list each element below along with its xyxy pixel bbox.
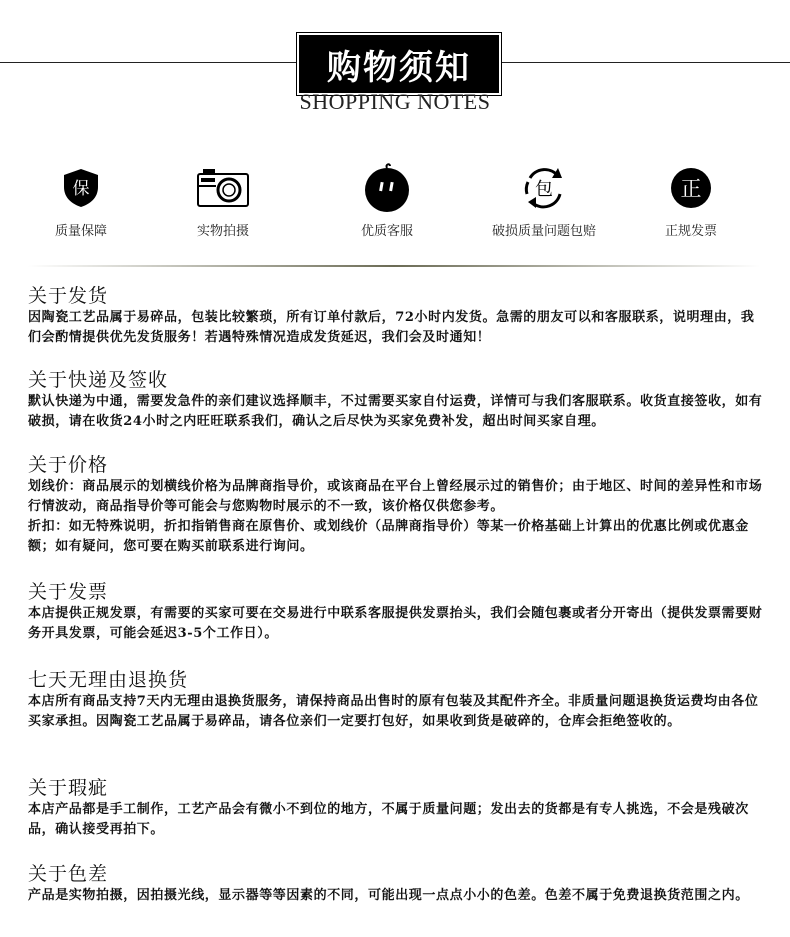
section-text: 本店所有商品支持7天内无理由退换货服务，请保持商品出售时的原有包装及其配件齐全。非质量问题退换货运费均由各位买家承担。因陶瓷工艺品属于易碎品，请各位亲们一定要打包好，如果收到货是破碎的，仓库会拒绝签收的。 [28,694,759,729]
section-title: 关于价格 [28,454,109,476]
section-text: 本店产品都是手工制作，工艺产品会有微小不到位的地方，不属于质量问题；发出去的货都是有专人挑选，不会是残破次品，确认接受再拍下。 [28,802,749,837]
shield-icon [61,167,101,209]
feature-compensation [469,160,619,239]
feature-icons [0,160,790,250]
section-title: 七天无理由退换货 [28,669,189,691]
section-title: 关于发货 [28,285,109,307]
feature-label: 质量保障 [54,224,107,239]
section-invoice [28,577,764,644]
feature-label: 正规发票 [664,224,717,239]
page-header [0,0,790,120]
feature-service [312,160,462,239]
camera-icon [197,168,249,208]
section-text: 产品是实物拍摄，因拍摄光线，显示器等等因素的不同，可能出现一点点小小的色差。色差不属于免费退换货范围之内。 [28,888,749,903]
section-text: 默认快递为中通，需要发急件的亲们建议选择顺丰，不过需要买家自付运费，详情可与我们客服联系。收货直接签收，如有破损，请在收货24小时之内旺旺联系我们，确认之后尽快为买家免费补发，超出时间买家自理。 [28,394,763,429]
package-glyph: 包 [535,179,553,200]
section-text: 本店提供正规发票，有需要的买家可要在交易进行中联系客服提供发票抬头，我们会随包裹或者分开寄出（提供发票需要财务开具发票，可能会延迟3-5个工作日）。 [28,606,763,641]
feature-label: 破损质量问题包赔 [491,224,596,239]
recycle-package-icon [520,164,568,212]
feature-label: 优质客服 [360,224,413,239]
section-text: 因陶瓷工艺品属于易碎品，包装比较繁琐，所有订单付款后，72小时内发货。急需的朋友可以和客服联系，说明理由，我们会酌情提供优先发货服务！若遇特殊情况造成发货延迟，我们会及时通知！ [28,310,755,345]
title-box [297,33,501,95]
feature-label: 实物拍摄 [196,224,249,239]
feature-photo [148,160,298,239]
divider [28,265,760,267]
invoice-icon [669,166,713,210]
section-title: 关于快递及签收 [28,369,169,391]
invoice-glyph: 正 [680,177,702,201]
feature-quality [6,160,156,239]
section-delivery [28,365,764,432]
shield-glyph: 保 [72,179,90,199]
section-text: 划线价：商品展示的划横线价格为品牌商指导价，或该商品在平台上曾经展示过的销售价；由于地区、时间的差异性和市场行情波动，商品指导价等可能会与您购物时展示的不一致，该价格仅供您参考。 [28,479,763,514]
section-text: 折扣：如无特殊说明，折扣指销售商在原售价、或划线价（品牌商指导价）等某一价格基础上计算出的优惠比例或优惠金额；如有疑问，您可要在购买前联系进行询问。 [28,519,749,554]
feature-invoice [616,160,766,239]
section-title: 关于色差 [28,863,109,885]
section-returns [28,665,764,732]
section-color [28,859,764,906]
section-price [28,450,764,557]
page-subtitle: SHOPPING NOTES [299,89,491,114]
section-shipping [28,281,764,348]
page-title: 购物须知 [327,47,471,88]
section-flaws [28,773,764,840]
customer-service-icon [362,163,412,213]
section-title: 关于瑕疵 [28,777,109,799]
section-title: 关于发票 [28,581,109,603]
